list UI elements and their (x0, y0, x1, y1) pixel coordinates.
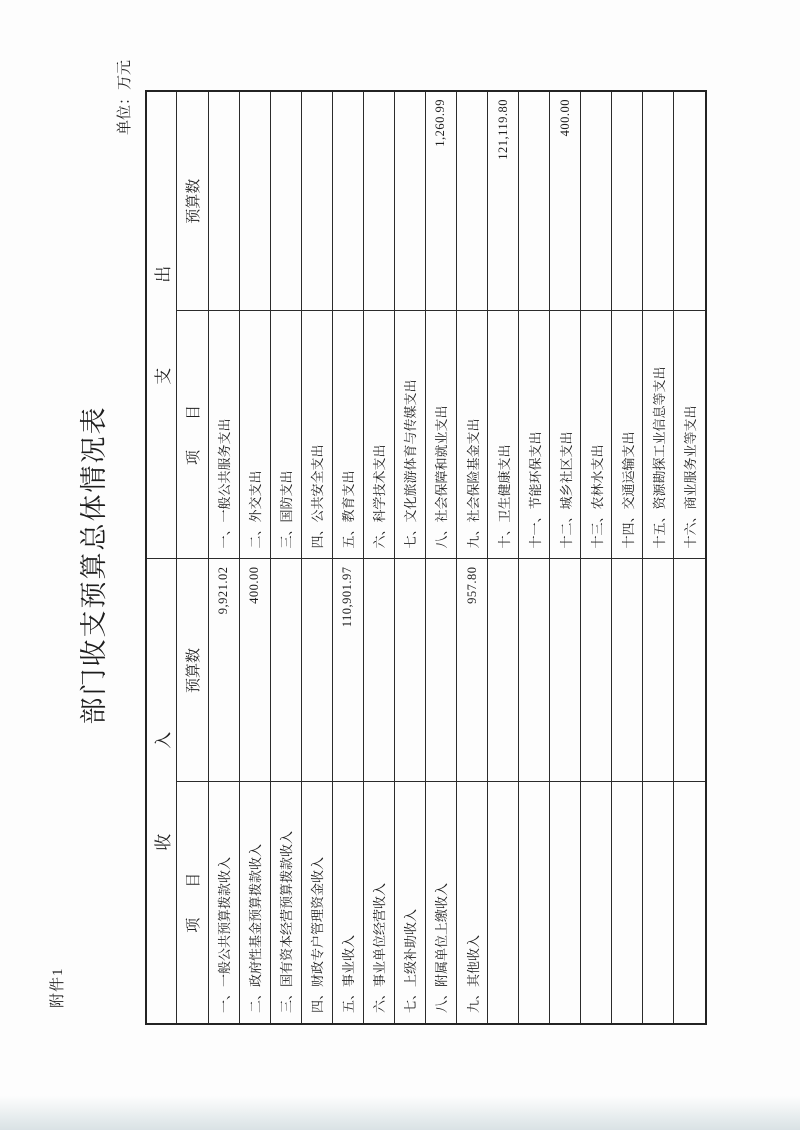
expense-budget-cell (239, 91, 270, 311)
expense-item-cell: 十四、交通运输支出 (612, 311, 643, 559)
income-item-cell (488, 782, 519, 1024)
income-item-cell: 三、国有资本经营预算拨款收入 (270, 782, 301, 1024)
table-row (643, 91, 674, 1024)
expense-item-cell: 六、科学技术支出 (363, 311, 394, 559)
income-item-cell (550, 782, 581, 1024)
expense-item-cell: 一、一般公共服务支出 (208, 311, 239, 559)
budget-table (145, 90, 707, 1025)
table-row (581, 91, 612, 1024)
income-item-cell: 六、事业单位经营收入 (363, 782, 394, 1024)
income-budget-col-header: 预算数 (176, 559, 208, 782)
unit-note: 单位：万元 (117, 60, 133, 136)
expense-budget-cell (394, 91, 425, 311)
expense-item-cell: 九、社会保险基金支出 (457, 311, 488, 559)
income-budget-cell: 400.00 (239, 559, 270, 782)
expense-item-cell: 三、国防支出 (270, 311, 301, 559)
column-header-row (176, 91, 208, 1024)
table-row (363, 91, 394, 1024)
income-item-cell: 七、上级补助收入 (394, 782, 425, 1024)
expense-budget-cell (612, 91, 643, 311)
table-row (425, 91, 456, 1024)
expense-budget-cell: 1,260.99 (425, 91, 456, 311)
income-section-header: 收 入 (146, 559, 176, 1024)
income-budget-cell (363, 559, 394, 782)
expense-item-cell: 八、社会保障和就业支出 (425, 311, 456, 559)
expense-item-cell: 七、文化旅游体育与传媒支出 (394, 311, 425, 559)
table-row (488, 91, 519, 1024)
income-item-cell (674, 782, 706, 1024)
expense-budget-cell (332, 91, 363, 311)
expense-item-cell: 四、公共安全支出 (301, 311, 332, 559)
table-row (394, 91, 425, 1024)
income-budget-cell: 110,901.97 (332, 559, 363, 782)
expense-item-cell: 二、外交支出 (239, 311, 270, 559)
table-row (612, 91, 643, 1024)
income-item-col-header: 项 目 (176, 782, 208, 1024)
expense-section-header: 支 出 (146, 91, 176, 559)
expense-budget-cell (581, 91, 612, 311)
income-budget-cell (674, 559, 706, 782)
table-row (332, 91, 363, 1024)
expense-budget-cell: 121,119.80 (488, 91, 519, 311)
table-row (519, 91, 550, 1024)
income-item-cell: 五、事业收入 (332, 782, 363, 1024)
expense-budget-col-header: 预算数 (176, 91, 208, 311)
expense-budget-cell (301, 91, 332, 311)
income-item-cell (643, 782, 674, 1024)
expense-budget-cell (208, 91, 239, 311)
table-row (457, 91, 488, 1024)
income-budget-cell: 957.80 (457, 559, 488, 782)
expense-budget-cell: 400.00 (550, 91, 581, 311)
page-title: 部门收支预算总体情况表 (79, 405, 109, 725)
page-edge-shadow (0, 1096, 800, 1130)
income-budget-cell (643, 559, 674, 782)
income-item-cell: 九、其他收入 (457, 782, 488, 1024)
expense-item-cell: 十六、商业服务业等支出 (674, 311, 706, 559)
income-budget-cell (425, 559, 456, 782)
table-row (270, 91, 301, 1024)
expense-item-cell: 五、教育支出 (332, 311, 363, 559)
income-budget-cell (394, 559, 425, 782)
table-row (208, 91, 239, 1024)
expense-budget-cell (270, 91, 301, 311)
section-header-row (146, 91, 176, 1024)
income-item-cell: 四、财政专户管理资金收入 (301, 782, 332, 1024)
income-budget-cell (581, 559, 612, 782)
income-budget-cell (550, 559, 581, 782)
table-row (674, 91, 706, 1024)
income-budget-cell: 9,921.02 (208, 559, 239, 782)
expense-item-cell: 十五、资源勘探工业信息等支出 (643, 311, 674, 559)
income-budget-cell (488, 559, 519, 782)
income-budget-cell (612, 559, 643, 782)
expense-budget-cell (643, 91, 674, 311)
expense-budget-cell (457, 91, 488, 311)
expense-budget-cell (363, 91, 394, 311)
income-item-cell (612, 782, 643, 1024)
expense-item-cell: 十二、城乡社区支出 (550, 311, 581, 559)
income-budget-cell (301, 559, 332, 782)
income-budget-cell (519, 559, 550, 782)
table-row (550, 91, 581, 1024)
expense-item-cell: 十三、农林水支出 (581, 311, 612, 559)
income-item-cell: 八、附属单位上缴收入 (425, 782, 456, 1024)
table-row (301, 91, 332, 1024)
expense-item-cell: 十一、节能环保支出 (519, 311, 550, 559)
income-item-cell (581, 782, 612, 1024)
expense-item-col-header: 项 目 (176, 311, 208, 559)
income-item-cell (519, 782, 550, 1024)
attachment-label: 附件1 (50, 967, 66, 1008)
expense-item-cell: 十、卫生健康支出 (488, 311, 519, 559)
income-item-cell: 一、一般公共预算拨款收入 (208, 782, 239, 1024)
income-item-cell: 二、政府性基金预算拨款收入 (239, 782, 270, 1024)
expense-budget-cell (519, 91, 550, 311)
income-budget-cell (270, 559, 301, 782)
expense-budget-cell (674, 91, 706, 311)
table-row (239, 91, 270, 1024)
